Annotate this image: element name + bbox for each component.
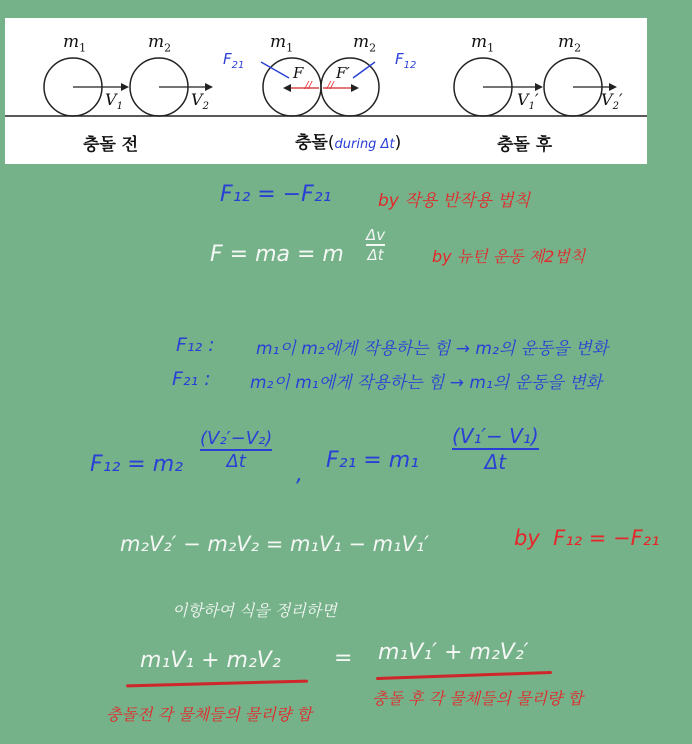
definition-f12-description: m₁이 m₂에게 작용하는 힘 → m₂의 운동을 변화 xyxy=(256,339,609,359)
mass-label-m1-after: $m_1$ xyxy=(471,32,495,55)
force-label-f21: $F_{21}$ xyxy=(223,50,245,71)
equation-total-before: m₁V₁ + m₂V₂ xyxy=(140,648,281,673)
equation-momentum-change: m₂V₂′ − m₂V₂ = m₁V₁ − m₁V₁′ xyxy=(120,532,430,556)
collision-diagram xyxy=(5,18,647,164)
mass-label-m1-before: $m_1$ xyxy=(63,32,87,55)
rearrange-note: 이항하여 식을 정리하면 xyxy=(172,601,337,620)
equal-magnitude-mark-right: // xyxy=(327,80,334,91)
definition-f21-term: F₂₁ : xyxy=(172,368,211,390)
velocity-label-v1-after: $V_1'$ xyxy=(517,90,539,113)
caption-during-collision: 충돌(during Δt) xyxy=(295,133,402,153)
equation-total-after: m₁V₁′ + m₂V₂′ xyxy=(378,640,529,665)
f12-pointer-line xyxy=(353,62,375,78)
force-label-f-prime: F′ xyxy=(336,64,350,82)
mass-label-m2-before: $m_2$ xyxy=(148,32,172,55)
label-total-after: 충돌 후 각 물체들의 물리량 합 xyxy=(372,689,583,708)
velocity-label-v1-before: $V_1$ xyxy=(105,90,123,113)
equation-newton-note: by 뉴턴 운동 제2법칙 xyxy=(432,247,586,266)
caption-before-collision: 충돌 전 xyxy=(83,135,139,155)
fraction-dv-dt: Δv Δt xyxy=(366,226,386,264)
ball-m1-during xyxy=(263,58,321,116)
underline-total-after xyxy=(376,671,552,680)
equation-action-reaction-note: by 작용 반작용 법칙 xyxy=(378,191,531,211)
fraction-f12: (V₂′−V₂) Δt xyxy=(200,428,273,472)
underline-total-before xyxy=(126,680,308,688)
mass-label-m1-during: $m_1$ xyxy=(270,32,294,55)
equation-equals-sign: = xyxy=(334,646,353,671)
equal-magnitude-mark-left: // xyxy=(305,80,312,91)
equation-momentum-change-note: by F₁₂ = −F₂₁ xyxy=(514,526,660,550)
mass-label-m2-during: $m_2$ xyxy=(353,32,377,55)
equation-separator-comma: , xyxy=(296,462,303,487)
definition-f12-term: F₁₂ : xyxy=(176,334,215,356)
force-arrowhead-f12 xyxy=(351,84,359,92)
force-label-f: F xyxy=(293,64,304,82)
equation-action-reaction: F₁₂ = −F₂₁ xyxy=(220,182,332,207)
equation-f12-momentum: F₁₂ = m₂ xyxy=(90,452,183,477)
force-arrowhead-f21 xyxy=(283,84,291,92)
label-total-before: 충돌전 각 물체들의 물리량 합 xyxy=(106,705,312,724)
equation-f21-momentum: F₂₁ = m₁ xyxy=(326,448,419,473)
mass-label-m2-after: $m_2$ xyxy=(558,32,582,55)
equation-newton-second-law: F = ma = m xyxy=(210,242,344,267)
force-label-f12: $F_{12}$ xyxy=(395,50,417,71)
fraction-f21: (V₁′− V₁) Δt xyxy=(452,424,539,474)
caption-after-collision: 충돌 후 xyxy=(497,135,553,155)
definition-f21-description: m₂이 m₁에게 작용하는 힘 → m₁의 운동을 변화 xyxy=(250,373,603,393)
velocity-label-v2-after: $V_2'$ xyxy=(601,90,623,113)
velocity-label-v2-before: $V_2$ xyxy=(191,90,209,113)
